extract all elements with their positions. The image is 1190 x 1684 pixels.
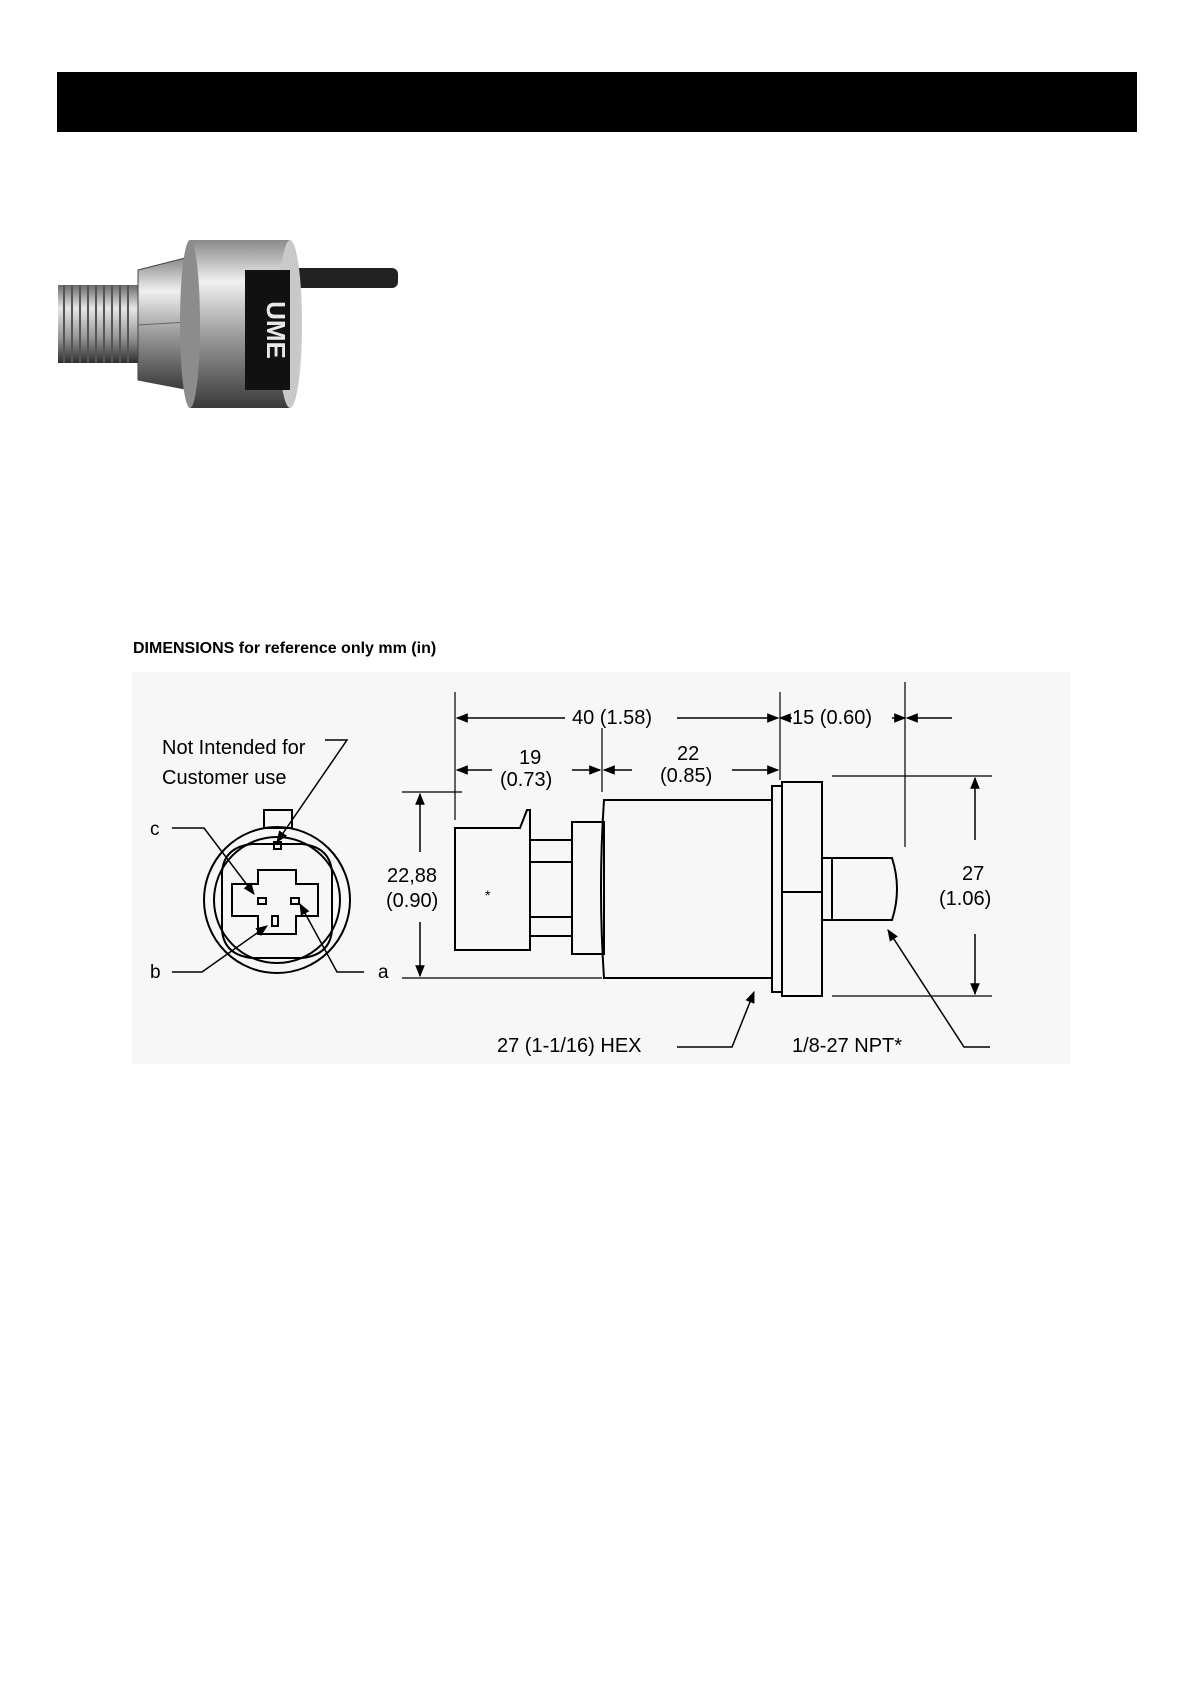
dimension-drawing [132, 672, 1070, 1064]
note-line1: Not Intended for [162, 737, 306, 759]
thread-label: 1/8-27 NPT* [792, 1035, 903, 1057]
logo-text: UME [261, 301, 291, 359]
pin-b-label: b [150, 962, 161, 983]
header-bar [57, 72, 1137, 132]
hex-height-mm: 27 [962, 863, 985, 885]
fitting-length: 15 (0.60) [792, 707, 873, 729]
connector-mark: * [485, 887, 491, 903]
connector-height-in: (0.90) [386, 890, 439, 912]
threaded-fitting [58, 285, 140, 363]
product-photo [50, 230, 410, 420]
pin-a-label: a [378, 962, 389, 983]
connector-height-mm: 22,88 [387, 865, 438, 887]
note-line2: Customer use [162, 767, 287, 789]
hex-label: 27 (1-1/16) HEX [497, 1035, 642, 1057]
pin-c-label: c [150, 819, 160, 840]
connector-length-in: (0.73) [500, 769, 553, 791]
overall-length: 40 (1.58) [572, 707, 653, 729]
dimensions-title: DIMENSIONS for reference only mm (in) [133, 640, 437, 657]
body-length-in: (0.85) [660, 765, 713, 787]
hex-height-in: (1.06) [939, 888, 992, 910]
body-length-mm: 22 [677, 743, 700, 765]
connector-length-mm: 19 [519, 747, 542, 769]
sensor-body [180, 240, 302, 408]
